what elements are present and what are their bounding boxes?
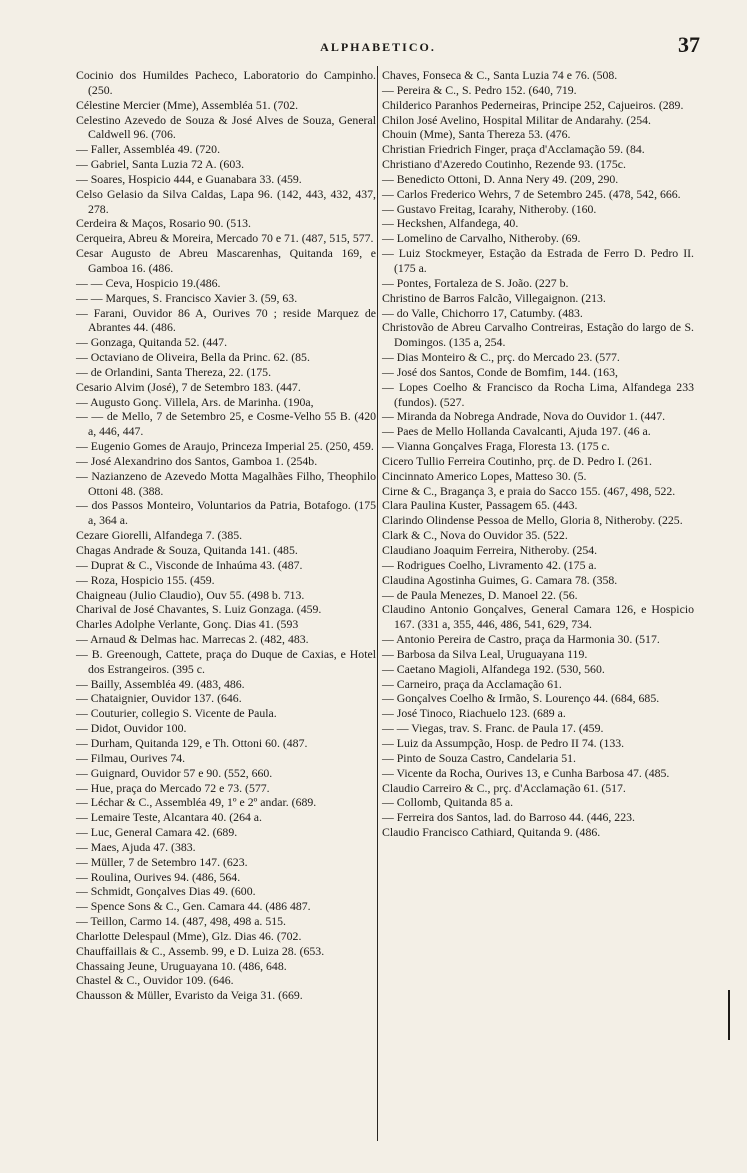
left-column xyxy=(76,68,376,1003)
directory-entry: Christino de Barros Falcão, Villegaignon. (213. xyxy=(382,290,606,305)
directory-entry: — Vianna Gonçalves Fraga, Floresta 13. (175 c. xyxy=(382,439,610,454)
directory-entry: — Léchar & C., Assembléa 49, 1º e 2º andar. (689. xyxy=(76,795,317,810)
directory-entry: Chassaing Jeune, Uruguayana 10. (486, 648. xyxy=(76,958,287,973)
directory-entry: — Gabriel, Santa Luzia 72 A. (603. xyxy=(76,157,245,172)
directory-entry: — Bailly, Assembléa 49. (483, 486. xyxy=(76,676,245,691)
directory-entry: — Eugenio Gomes de Araujo, Princeza Imperial 25. (250, 459. xyxy=(76,439,374,454)
page-number: 37 xyxy=(678,32,700,57)
directory-entry: — Paes de Mello Hollanda Cavalcanti, Ajuda 197. (46 a. xyxy=(382,424,651,439)
directory-entry: — Luiz Stockmeyer, Estação da Estrada de Ferro D. Pedro II. (175 a. xyxy=(382,246,694,275)
directory-entry: Charlotte Delespaul (Mme), Glz. Dias 46. (702. xyxy=(76,928,302,943)
directory-entry: — Filmau, Ourives 74. xyxy=(76,750,186,765)
directory-entry: Christiano d'Azeredo Coutinho, Rezende 93. (175c. xyxy=(382,157,626,172)
directory-entry: — Barbosa da Silva Leal, Uruguayana 119. xyxy=(382,646,588,661)
directory-entry: — Luc, General Camara 42. (689. xyxy=(76,825,238,840)
directory-entry: — Luiz da Assumpção, Hosp. de Pedro II 74. (133. xyxy=(382,735,625,750)
directory-entry: Cincinnato Americo Lopes, Matteso 30. (5. xyxy=(382,468,587,483)
directory-entry: — Couturier, collegio S. Vicente de Paula. xyxy=(76,706,277,721)
directory-entry: Clarindo Olindense Pessoa de Mello, Gloria 8, Nitheroby. (225. xyxy=(382,513,683,528)
page-header xyxy=(60,32,700,62)
directory-entry: — Dias Monteiro & C., prç. do Mercado 23. (577. xyxy=(382,350,620,365)
directory-entry: — B. Greenough, Cattete, praça do Duque de Caxias, e Hotel dos Estrangeiros. (395 c. xyxy=(76,646,376,676)
directory-entry: — Carneiro, praça da Acclamação 61. xyxy=(382,676,562,691)
directory-entry: — Didot, Ouvidor 100. xyxy=(76,721,187,736)
directory-entry: — de Paula Menezes, D. Manoel 22. (56. xyxy=(382,587,578,602)
directory-entry: — José dos Santos, Conde de Bomfim, 144. (163, xyxy=(382,364,618,379)
directory-entry: — — Viegas, trav. S. Franc. de Paula 17. (459. xyxy=(382,721,604,736)
directory-entry: — Soares, Hospicio 444, e Guanabara 33. (459. xyxy=(76,171,302,186)
directory-entry: — Gonçalves Coelho & Irmão, S. Lourenço 44. (684, 685. xyxy=(382,691,660,706)
directory-entry: — Heckshen, Alfandega, 40. xyxy=(382,216,519,231)
directory-entry: — Augusto Gonç. Villela, Ars. de Marinha. (190a, xyxy=(76,394,314,409)
directory-entry: — — Marques, S. Francisco Xavier 3. (59, 63. xyxy=(76,290,298,305)
directory-entry: — Vicente da Rocha, Ourives 13, e Cunha Barbosa 47. (485. xyxy=(382,765,670,780)
directory-entry: Cirne & C., Bragança 3, e praia do Sacco 155. (467, 498, 522. xyxy=(382,483,676,498)
directory-entry: Cicero Tullio Ferreira Coutinho, prç. de D. Pedro I. (261. xyxy=(382,453,652,468)
directory-entry: — Carlos Frederico Wehrs, 7 de Setembro 245. (478, 542, 666. xyxy=(382,186,681,201)
directory-entry: Celestino Azevedo de Souza & José Alves de Souza, General Caldwell 96. (706. xyxy=(76,112,376,142)
directory-entry: Cerdeira & Maços, Rosario 90. (513. xyxy=(76,216,251,231)
directory-entry: Clara Paulina Kuster, Passagem 65. (443. xyxy=(382,498,578,513)
directory-entry: Charival de José Chavantes, S. Luiz Gonzaga. (459. xyxy=(76,602,322,617)
directory-entry: — Lopes Coelho & Francisco da Rocha Lima, Alfandega 233 (fundos). (527. xyxy=(382,379,694,409)
directory-entry: — Duprat & C., Visconde de Inhaúma 43. (487. xyxy=(76,557,303,572)
directory-entry: — Spence Sons & C., Gen. Camara 44. (486 487. xyxy=(76,899,311,914)
directory-entry: — Nazianzeno de Azevedo Motta Magalhães Filho, Theophilo Ottoni 48. (388. xyxy=(76,468,376,498)
directory-entry: Claudiano Joaquim Ferreira, Nitheroby. (254. xyxy=(382,543,598,557)
directory-entry: — Lemaire Teste, Alcantara 40. (264 a. xyxy=(76,810,262,825)
directory-entry: — Pereira & C., S. Pedro 152. (640, 719. xyxy=(382,82,577,97)
directory-entry: — Roulina, Ourives 94. (486, 564. xyxy=(76,869,241,884)
directory-entry: Childerico Paranhos Pederneiras, Principe 252, Cajueiros. (289. xyxy=(382,97,684,112)
directory-entry: Celso Gelasio da Silva Caldas, Lapa 96. (142, 443, 432, 437, 278. xyxy=(76,186,376,216)
directory-entry: Claudino Antonio Gonçalves, General Camara 126, e Hospicio 167. (331 a, 355, 446, 486, 541, 629, 734. xyxy=(382,602,694,632)
directory-entry: — Maes, Ajuda 47. (383. xyxy=(76,839,196,854)
directory-entry: Chaigneau (Julio Claudio), Ouv 55. (498 b. 713. xyxy=(76,587,305,602)
directory-entry: — — de Mello, 7 de Setembro 25, e Cosme-Velho 55 B. (420 a, 446, 447. xyxy=(76,409,376,439)
directory-entry: — Gonzaga, Quitanda 52. (447. xyxy=(76,335,228,350)
directory-entry: Chastel & C., Ouvidor 109. (646. xyxy=(76,973,234,988)
directory-entry: Christovão de Abreu Carvalho Contreiras, Estação do largo de S. Domingos. (135 a, 254. xyxy=(382,320,694,350)
directory-entry: — Durham, Quitanda 129, e Th. Ottoni 60. (487. xyxy=(76,735,308,750)
directory-entry: — Farani, Ouvidor 86 A, Ourives 70 ; reside Marquez de Abrantes 44. (486. xyxy=(76,305,376,335)
running-head: ALPHABETICO. xyxy=(320,40,436,54)
directory-entry: Cocinio dos Humildes Pacheco, Laboratorio do Campinho. (250. xyxy=(76,68,376,97)
directory-entry: — de Orlandini, Santa Thereza, 22. (175. xyxy=(76,364,272,379)
directory-entry: — Guignard, Ouvidor 57 e 90. (552, 660. xyxy=(76,765,273,780)
directory-entry: — Caetano Magioli, Alfandega 192. (530, 560. xyxy=(382,661,605,676)
right-column xyxy=(382,68,694,840)
directory-entry: — Hue, praça do Mercado 72 e 73. (577. xyxy=(76,780,270,795)
directory-entry: Clark & C., Nova do Ouvidor 35. (522. xyxy=(382,528,568,543)
directory-entry: Chaves, Fonseca & C., Santa Luzia 74 e 76. (508. xyxy=(382,68,618,82)
margin-mark xyxy=(728,990,730,1040)
directory-entry: Chilon José Avelino, Hospital Militar de Andarahy. (254. xyxy=(382,112,652,127)
directory-entry: Cesar Augusto de Abreu Mascarenhas, Quitanda 169, e Gamboa 16. (486. xyxy=(76,246,376,275)
directory-entry: — Octaviano de Oliveira, Bella da Princ. 62. (85. xyxy=(76,350,310,365)
directory-entry: Cerqueira, Abreu & Moreira, Mercado 70 e 71. (487, 515, 577. xyxy=(76,231,374,246)
directory-entry: — Roza, Hospicio 155. (459. xyxy=(76,572,215,587)
directory-entry: — — Ceva, Hospicio 19.(486. xyxy=(76,275,221,290)
directory-entry: Célestine Mercier (Mme), Assembléa 51. (702. xyxy=(76,97,299,112)
directory-entry: — Rodrigues Coelho, Livramento 42. (175 a. xyxy=(382,557,597,572)
directory-entry: Claudina Agostinha Guimes, G. Camara 78. (358. xyxy=(382,572,618,587)
directory-entry: — Müller, 7 de Setembro 147. (623. xyxy=(76,854,248,869)
directory-entry: — Teillon, Carmo 14. (487, 498, 498 a. 515. xyxy=(76,914,286,929)
directory-entry: — Arnaud & Delmas hac. Marrecas 2. (482, 483. xyxy=(76,632,309,647)
directory-entry: — José Alexandrino dos Santos, Gamboa 1. (254b. xyxy=(76,453,318,468)
directory-entry: — Pontes, Fortaleza de S. João. (227 b. xyxy=(382,275,569,290)
directory-entry: — Schmidt, Gonçalves Dias 49. (600. xyxy=(76,884,256,899)
directory-entry: — Chataignier, Ouvidor 137. (646. xyxy=(76,691,242,706)
directory-entry: Cezare Giorelli, Alfandega 7. (385. xyxy=(76,528,243,543)
directory-entry: Chausson & Müller, Evaristo da Veiga 31. (669. xyxy=(76,988,303,1003)
directory-entry: — Miranda da Nobrega Andrade, Nova do Ouvidor 1. (447. xyxy=(382,409,666,424)
directory-entry: — do Valle, Chichorro 17, Catumby. (483. xyxy=(382,305,583,320)
directory-entry: Cesario Alvim (José), 7 de Setembro 183. (447. xyxy=(76,379,301,394)
directory-entry: — Benedicto Ottoni, D. Anna Nery 49. (209, 290. xyxy=(382,171,619,186)
directory-entry: Chauffaillais & C., Assemb. 99, e D. Luiza 28. (653. xyxy=(76,943,325,958)
directory-entry: Chagas Andrade & Souza, Quitanda 141. (485. xyxy=(76,543,298,557)
directory-entry: Claudio Carreiro & C., prç. d'Acclamação 61. (517. xyxy=(382,780,626,795)
directory-entry: — Gustavo Freitag, Icarahy, Nitheroby. (160. xyxy=(382,201,597,216)
directory-entry: — dos Passos Monteiro, Voluntarios da Patria, Botafogo. (175 a, 364 a. xyxy=(76,498,376,528)
directory-entry: — Antonio Pereira de Castro, praça da Harmonia 30. (517. xyxy=(382,632,660,647)
directory-entry: Charles Adolphe Verlante, Gonç. Dias 41. (593 xyxy=(76,617,299,632)
directory-entry: — Lomelino de Carvalho, Nitheroby. (69. xyxy=(382,231,581,246)
directory-entry: Claudio Francisco Cathiard, Quitanda 9. (486. xyxy=(382,825,601,840)
directory-entry: — Ferreira dos Santos, lad. do Barroso 44. (446, 223. xyxy=(382,810,635,825)
column-divider xyxy=(377,66,378,1141)
directory-entry: Christian Friedrich Finger, praça d'Acclamação 59. (84. xyxy=(382,142,645,157)
directory-entry: — José Tinoco, Riachuelo 123. (689 a. xyxy=(382,706,566,721)
directory-entry: — Pinto de Souza Castro, Candelaria 51. xyxy=(382,750,576,765)
directory-entry: — Collomb, Quitanda 85 a. xyxy=(382,795,514,810)
directory-entry: Chouin (Mme), Santa Thereza 53. (476. xyxy=(382,127,571,142)
directory-entry: — Faller, Assembléa 49. (720. xyxy=(76,142,221,157)
